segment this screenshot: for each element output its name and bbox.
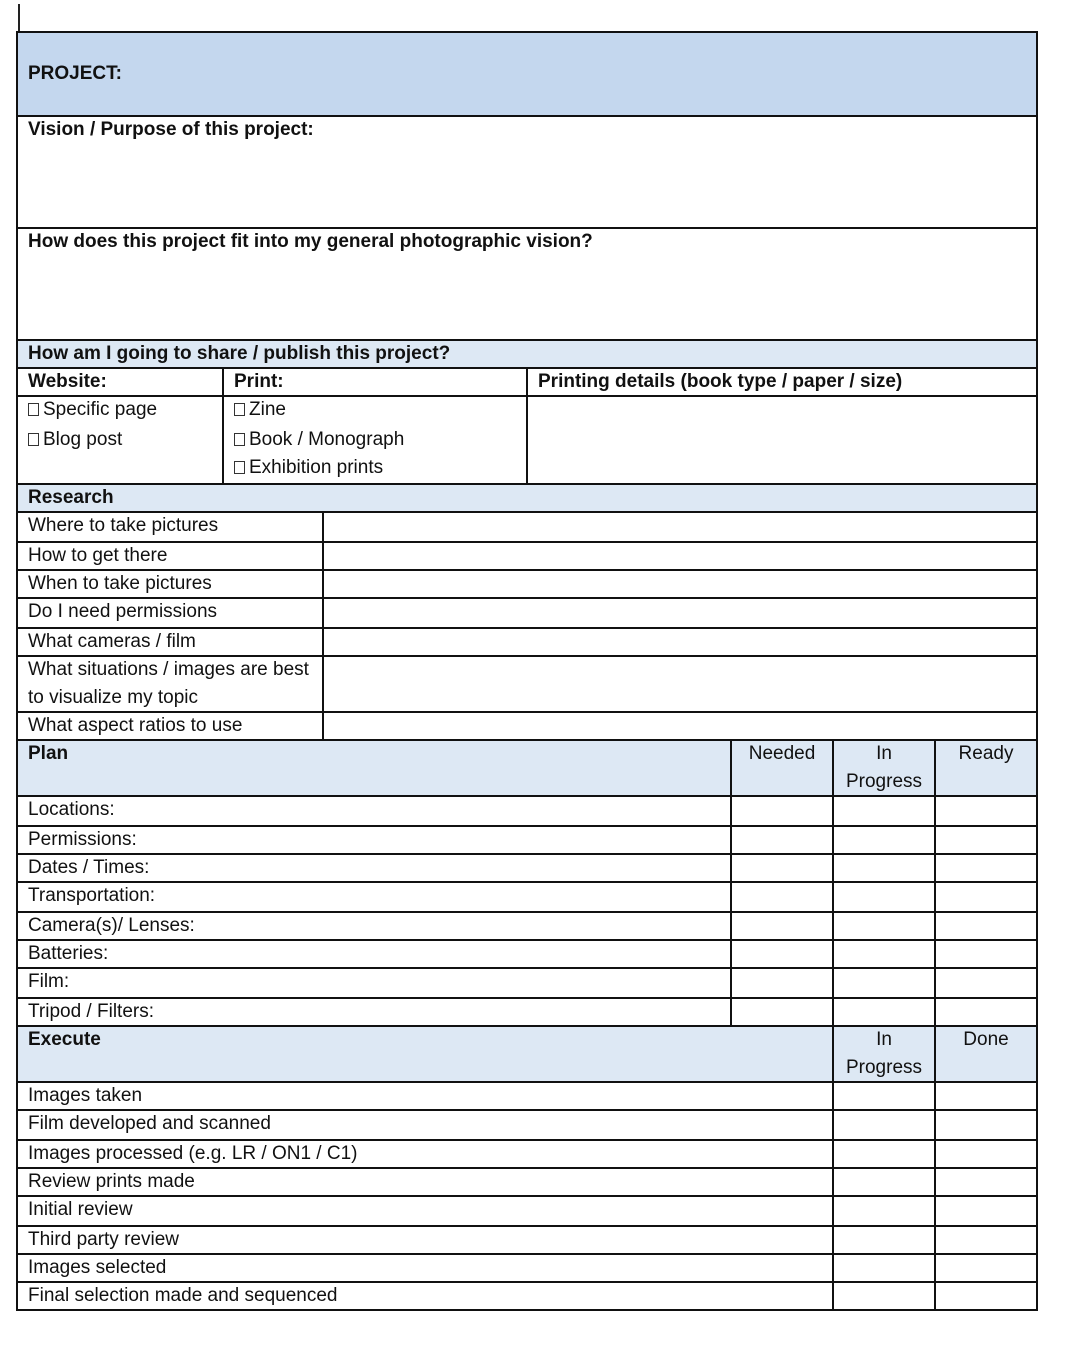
rule <box>17 853 1038 855</box>
print-option-book[interactable] <box>223 426 523 454</box>
plan-col-in-progress: In Progress <box>845 743 923 792</box>
rule <box>17 739 1038 741</box>
rule <box>17 825 1038 827</box>
rule <box>17 511 1038 513</box>
plan-row-label: Dates / Times: <box>28 857 150 878</box>
text-cursor <box>18 4 20 32</box>
rule <box>17 711 1038 713</box>
print-label: Print: <box>234 371 284 392</box>
rule <box>17 881 1038 883</box>
rule <box>17 597 1038 599</box>
printing-details-label: Printing details (book type / paper / size) <box>538 371 903 392</box>
rule <box>17 967 1038 969</box>
execute-row-label: Images taken <box>28 1085 143 1106</box>
rule <box>1036 31 1038 1311</box>
execute-col-in-progress: In Progress <box>845 1029 923 1078</box>
option-label: Zine <box>249 399 286 420</box>
plan-row-label: Camera(s)/ Lenses: <box>28 915 195 936</box>
website-label: Website: <box>28 371 107 392</box>
plan-col-ready: Ready <box>958 743 1014 764</box>
research-heading: Research <box>28 487 114 508</box>
print-option-exhibition[interactable] <box>223 454 523 482</box>
plan-row-label: Batteries: <box>28 943 109 964</box>
research-row-label: Where to take pictures <box>28 515 219 536</box>
rule <box>17 911 1038 913</box>
website-option-blog-post[interactable] <box>17 426 222 454</box>
rule <box>17 1081 1038 1083</box>
rule <box>17 939 1038 941</box>
execute-row-label: Final selection made and sequenced <box>28 1285 338 1306</box>
rule <box>17 31 1038 33</box>
rule <box>17 997 1038 999</box>
plan-heading: Plan <box>28 743 69 764</box>
rule <box>17 795 1038 797</box>
rule <box>17 1167 1038 1169</box>
rule <box>17 541 1038 543</box>
plan-col-needed: Needed <box>748 743 816 764</box>
rule <box>730 739 732 1027</box>
rule <box>832 739 834 1311</box>
website-option-specific-page[interactable] <box>17 396 222 424</box>
rule <box>17 1309 1038 1311</box>
plan-row-label: Tripod / Filters: <box>28 1001 154 1022</box>
fit-label: How does this project fit into my general photographic vision? <box>28 231 593 252</box>
research-row-label: What cameras / film <box>28 631 196 652</box>
research-row-label: What aspect ratios to use <box>28 715 243 736</box>
rule <box>17 655 1038 657</box>
rule <box>17 1139 1038 1141</box>
rule <box>17 339 1038 341</box>
option-label: Specific page <box>43 399 158 420</box>
execute-row-label: Images selected <box>28 1257 167 1278</box>
rule <box>17 569 1038 571</box>
vision-label: Vision / Purpose of this project: <box>28 119 314 140</box>
execute-col-done: Done <box>963 1029 1009 1050</box>
plan-row-label: Permissions: <box>28 829 137 850</box>
research-row-label: When to take pictures <box>28 573 212 594</box>
checkbox-icon[interactable] <box>28 433 39 446</box>
research-row-label: How to get there <box>28 545 168 566</box>
checkbox-icon[interactable] <box>28 403 39 416</box>
rule <box>17 627 1038 629</box>
option-label: Book / Monograph <box>249 429 405 450</box>
rule <box>934 739 936 1311</box>
rule <box>322 511 324 741</box>
execute-row-label: Third party review <box>28 1229 179 1250</box>
rule <box>17 1025 1038 1027</box>
execute-row-label: Initial review <box>28 1199 133 1220</box>
plan-row-label: Locations: <box>28 799 115 820</box>
print-option-zine[interactable] <box>223 396 523 424</box>
rule <box>17 1281 1038 1283</box>
rule <box>526 367 528 485</box>
execute-heading: Execute <box>28 1029 101 1050</box>
option-label: Exhibition prints <box>249 457 384 478</box>
checkbox-icon[interactable] <box>234 433 245 446</box>
rule <box>17 1253 1038 1255</box>
research-row-label: Do I need permissions <box>28 601 218 622</box>
checkbox-icon[interactable] <box>234 461 245 474</box>
plan-row-label: Film: <box>28 971 70 992</box>
execute-row-label: Review prints made <box>28 1171 195 1192</box>
rule <box>222 367 224 485</box>
checkbox-icon[interactable] <box>234 403 245 416</box>
rule <box>17 1225 1038 1227</box>
research-row-label: What situations / images are best to visualize my topic <box>28 659 309 708</box>
plan-row-label: Transportation: <box>28 885 156 906</box>
execute-row-label: Film developed and scanned <box>28 1113 271 1134</box>
rule <box>17 115 1038 117</box>
execute-row-label: Images processed (e.g. LR / ON1 / C1) <box>28 1143 358 1164</box>
rule <box>16 31 18 1311</box>
share-heading: How am I going to share / publish this project? <box>28 343 451 364</box>
option-label: Blog post <box>43 429 123 450</box>
rule <box>17 1195 1038 1197</box>
project-label: PROJECT: <box>28 63 122 84</box>
rule <box>17 1109 1038 1111</box>
rule <box>17 227 1038 229</box>
